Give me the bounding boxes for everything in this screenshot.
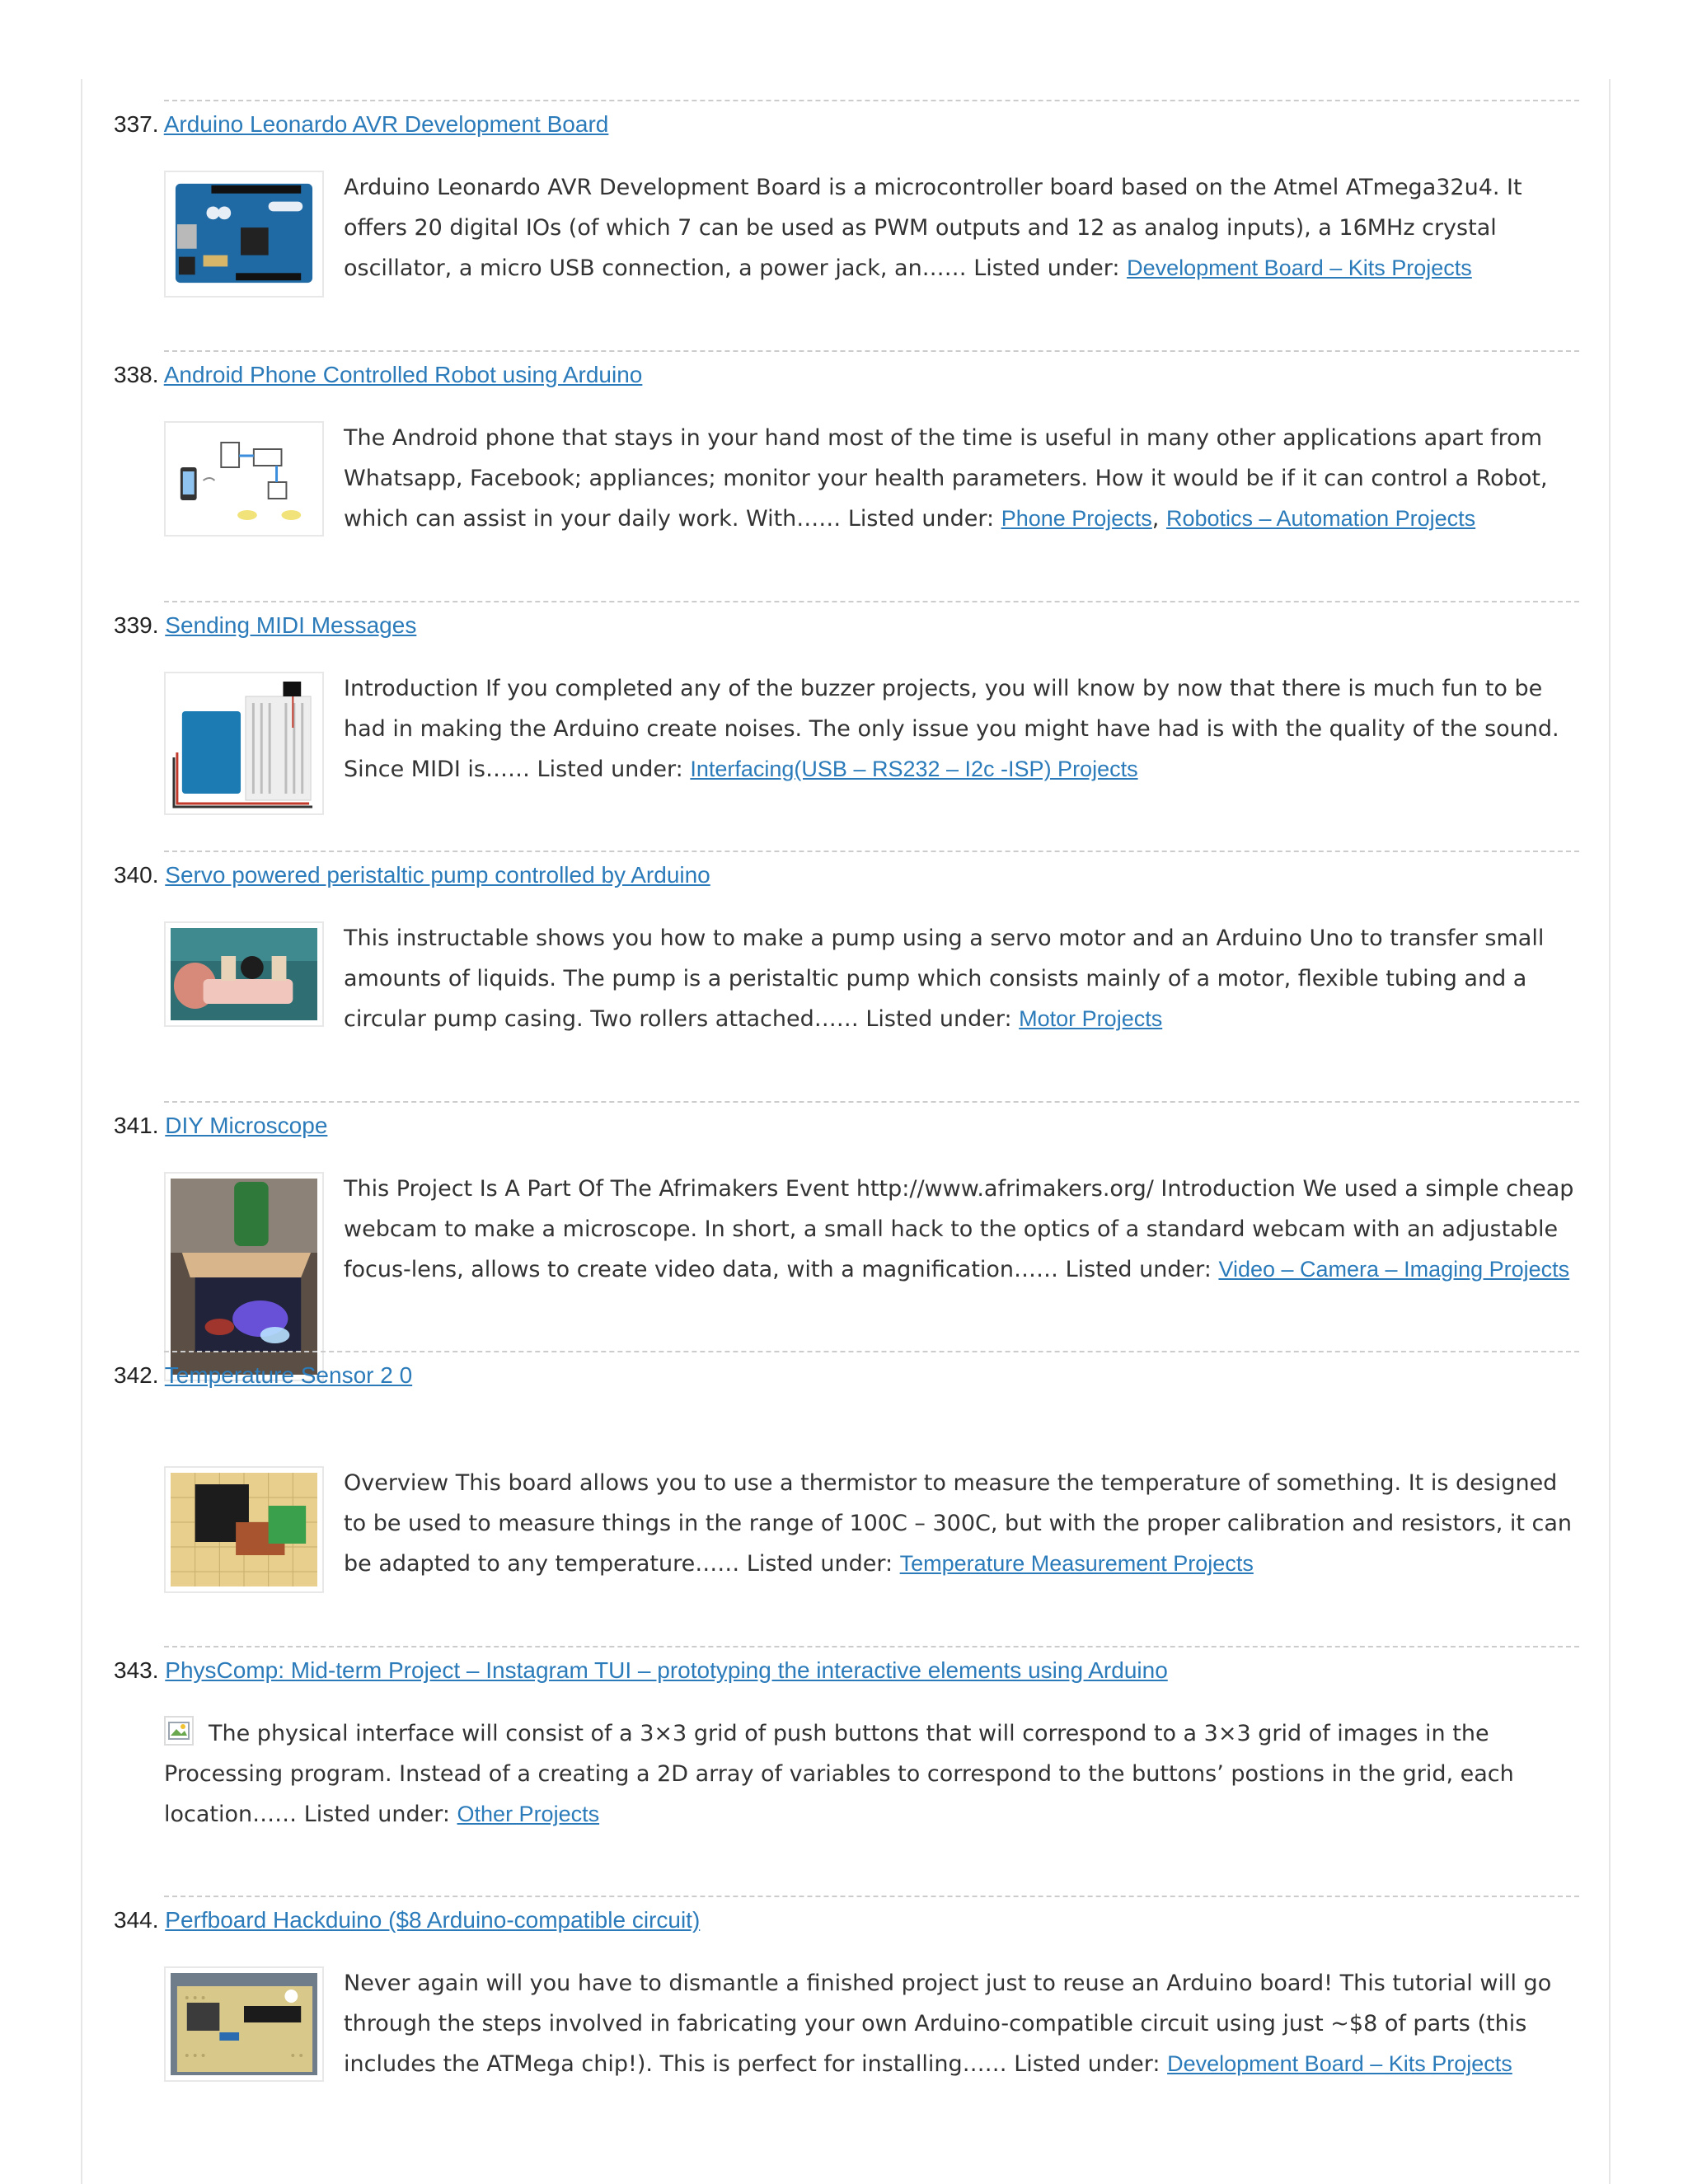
category-link[interactable]: Other Projects — [457, 1802, 600, 1826]
entry-thumbnail[interactable] — [164, 921, 324, 1027]
entry-title-link[interactable]: Temperature Sensor 2 0 — [164, 1362, 413, 1388]
entry-number: 339. — [114, 612, 159, 638]
description-text: Never again will you have to dismantle a finished project just to reuse an Arduino board! This tutorial will go through the steps involved in fabricating your own Arduino-compatible circuit using just ~$8 of parts (this includes the ATMega chip!). This is perfect for installing…… Listed under: — [344, 1971, 1552, 2077]
entry-title-link[interactable]: Sending MIDI Messages — [165, 612, 417, 638]
entry-heading — [114, 1654, 1168, 1687]
entry-description — [344, 1463, 1582, 1584]
category-link[interactable]: Phone Projects — [1001, 506, 1152, 531]
category-link[interactable]: Temperature Measurement Projects — [899, 1551, 1254, 1576]
entry-title-link[interactable]: Arduino Leonardo AVR Development Board — [163, 111, 609, 137]
list-item — [114, 601, 1579, 850]
entry-number: 344. — [114, 1907, 159, 1933]
entry-description — [344, 668, 1582, 790]
description-text: This instructable shows you how to make a pump using a servo motor and an Arduino Uno to transfer small amounts of liquids. The pump is a peristaltic pump which consists mainly of a motor, flexible tubing and a circular pump casing. Two rollers attached…… Listed under: — [344, 926, 1545, 1032]
entry-title-link[interactable]: Servo powered peristaltic pump controlled by Arduino — [165, 862, 710, 888]
entry-description — [344, 1963, 1582, 2084]
entry-number: 338. — [114, 362, 159, 387]
entry-heading — [114, 859, 710, 892]
temperature-sensor-image — [171, 1473, 317, 1586]
entry-title-link[interactable]: Perfboard Hackduino ($8 Arduino-compatible circuit) — [165, 1907, 701, 1933]
perfboard-hackduino-image — [171, 1973, 317, 2075]
entry-number: 340. — [114, 862, 159, 888]
list-item — [114, 1351, 1579, 1600]
entry-heading — [114, 1904, 700, 1937]
entry-number: 343. — [114, 1657, 159, 1683]
entry-title-link[interactable]: PhysComp: Mid-term Project – Instagram TUI – prototyping the interactive elements using Arduino — [165, 1657, 1168, 1683]
entry-description — [164, 1713, 1579, 1835]
category-link[interactable]: Development Board – Kits Projects — [1127, 255, 1472, 280]
entry-heading — [114, 1359, 412, 1392]
entry-heading — [114, 359, 642, 391]
entry-description — [344, 918, 1582, 1039]
entry-heading — [114, 609, 416, 642]
category-link[interactable]: Motor Projects — [1019, 1006, 1163, 1031]
list-item — [114, 1896, 1579, 2144]
category-link[interactable]: Video – Camera – Imaging Projects — [1218, 1257, 1570, 1282]
peristaltic-pump-image — [171, 928, 317, 1020]
description-text: Introduction If you completed any of the buzzer projects, you will know by now that there is much fun to be had in making the Arduino create noises. The only issue you might have had is with the quality of the sound. Since MIDI is…… Listed under: — [344, 676, 1559, 782]
category-link[interactable]: Robotics – Automation Projects — [1165, 506, 1476, 531]
description-text: The physical interface will consist of a 3×3 grid of push buttons that will correspond to a 3×3 grid of images in the Processing program. Instead of a creating a 2D array of variables to correspond to the buttons’ postions in the grid, each location…… Listed under: — [164, 1721, 1514, 1827]
diy-microscope-image — [171, 1179, 317, 1375]
entry-heading — [114, 108, 608, 141]
list-item — [114, 100, 1579, 349]
list-item — [114, 1646, 1579, 1895]
category-link[interactable]: Interfacing(USB – RS232 – I2c -ISP) Projects — [690, 757, 1138, 781]
entry-description — [344, 1169, 1582, 1290]
entry-title-link[interactable]: Android Phone Controlled Robot using Arduino — [163, 362, 643, 387]
image-placeholder-icon — [166, 1718, 192, 1744]
description-text: Overview This board allows you to use a thermistor to measure the temperature of something. It is designed to be used to measure things in the range of 100C – 300C, but with the proper calibration and resistors, it can be adapted to any temperature…… Listed under: — [344, 1470, 1573, 1577]
entry-number: 342. — [114, 1362, 159, 1388]
category-link[interactable]: Development Board – Kits Projects — [1167, 2051, 1512, 2076]
list-item — [114, 350, 1579, 599]
entry-thumbnail[interactable] — [164, 1966, 324, 2082]
entry-thumbnail[interactable] — [164, 421, 324, 537]
arduino-breadboard-image — [171, 678, 317, 808]
entry-description — [344, 418, 1582, 539]
category-separator: , — [1151, 506, 1166, 532]
entry-thumbnail[interactable] — [164, 1172, 324, 1381]
arduino-leonardo-board-image — [171, 177, 317, 291]
entry-title-link[interactable]: DIY Microscope — [165, 1113, 328, 1138]
entry-description — [344, 167, 1582, 288]
description-text: Arduino Leonardo AVR Development Board is a microcontroller board based on the Atmel ATmega32u4. It offers 20 digital IOs (of which 7 can be used as PWM outputs and 12 as analog inputs), a 16MHz crystal oscillator, a micro USB connection, a power jack, an…… Listed under: — [344, 175, 1522, 281]
entry-number: 337. — [114, 111, 159, 137]
description-text: This Project Is A Part Of The Afrimakers Event http://www.afrimakers.org/ Introduction We used a simple cheap webcam to make a microscope. In short, a small hack to the optics of a standard webcam with an adjustable focus-lens, allows to create video data, with a magnification…… Listed under: — [344, 1176, 1574, 1282]
list-item — [114, 1101, 1579, 1350]
entry-thumbnail[interactable] — [164, 672, 324, 815]
broken-image-icon[interactable] — [164, 1716, 194, 1746]
entry-thumbnail[interactable] — [164, 171, 324, 298]
entry-heading — [114, 1109, 327, 1142]
list-item — [114, 851, 1579, 1099]
phone-robot-diagram-image — [171, 428, 317, 530]
entry-thumbnail[interactable] — [164, 1466, 324, 1593]
entry-number: 341. — [114, 1113, 159, 1138]
description-text: The Android phone that stays in your hand most of the time is useful in many other applications apart from Whatsapp, Facebook; appliances; monitor your health parameters. How it would be if it can control a Robot, which can assist in your daily work. With…… Listed under: — [344, 425, 1548, 532]
